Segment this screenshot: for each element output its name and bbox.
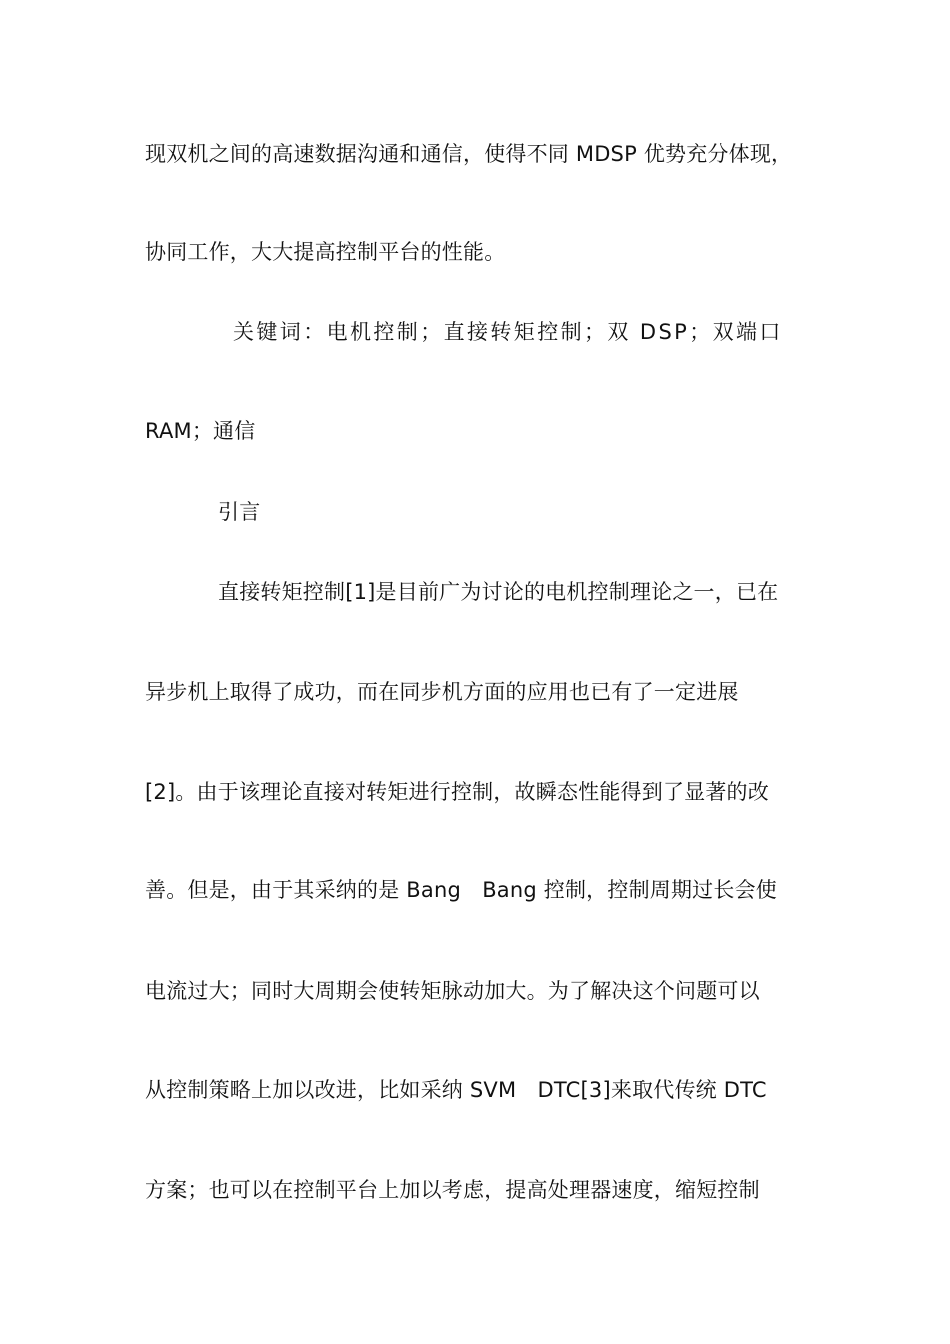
body-line-7: 方案；也可以在控制平台上加以考虑，提高处理器速度，缩短控制 — [145, 1178, 760, 1202]
body-line-3: [2]。由于该理论直接对转矩进行控制，故瞬态性能得到了显著的改 — [145, 780, 769, 804]
keywords-line-1: 关键词：电机控制；直接转矩控制；双 DSP；双端口 — [233, 320, 783, 344]
section-heading-introduction: 引言 — [218, 500, 261, 524]
body-line-5: 电流过大；同时大周期会使转矩脉动加大。为了解决这个问题可以 — [145, 979, 760, 1003]
keywords-line-2: RAM；通信 — [145, 419, 256, 443]
abstract-line-2: 协同工作，大大提高控制平台的性能。 — [145, 240, 506, 264]
body-line-6: 从控制策略上加以改进，比如采纳 SVM DTC[3]来取代传统 DTC — [145, 1078, 767, 1102]
body-line-4: 善。但是，由于其采纳的是 Bang Bang 控制，控制周期过长会使 — [145, 878, 777, 902]
abstract-line-1: 现双机之间的高速数据沟通和通信，使得不同 MDSP 优势充分体现， — [145, 142, 793, 166]
body-line-1: 直接转矩控制[1]是目前广为讨论的电机控制理论之一，已在 — [218, 580, 779, 604]
body-line-2: 异步机上取得了成功，而在同步机方面的应用也已有了一定进展 — [145, 680, 739, 704]
